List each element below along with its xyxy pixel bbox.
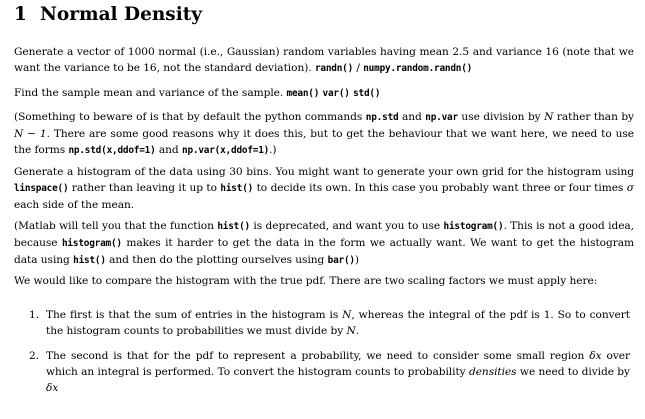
code-np-std: np.std xyxy=(365,112,399,123)
code-std: std() xyxy=(353,88,381,99)
paragraph-beware-ddof xyxy=(14,109,634,159)
math-n: N xyxy=(346,325,356,337)
code-linspace: linspace() xyxy=(14,183,69,194)
section-title: Normal Density xyxy=(40,4,203,25)
paragraph-matlab-note xyxy=(14,218,634,269)
paragraph-text: Generate a histogram of the data using 30 bins. You might want to generate your own grid for the histogram using xyxy=(14,166,634,178)
math-n-minus-1: N − 1 xyxy=(14,128,47,140)
list-item-body xyxy=(46,307,630,339)
paragraph-text: ) xyxy=(354,254,359,266)
list-item-body xyxy=(46,348,630,396)
paragraph-text: .) xyxy=(269,144,277,156)
paragraph-text: use division by xyxy=(461,111,541,123)
list-text: we need to divide by xyxy=(519,366,630,378)
section-heading xyxy=(14,4,202,26)
code-hist: hist() xyxy=(217,221,250,232)
section-number: 1 xyxy=(14,4,27,25)
code-mean: mean() xyxy=(286,88,320,99)
list-text: The first is that the sum of entries in the histogram is xyxy=(46,309,339,321)
list-item-number: 2. xyxy=(29,350,40,362)
paragraph-text: makes it harder to get the data in the form we actually want. We want to get the histogram data using xyxy=(14,237,634,266)
math-n: N xyxy=(342,309,352,321)
paragraph-text: and xyxy=(158,144,179,156)
list-item-number: 1. xyxy=(29,309,40,321)
code-bar: bar() xyxy=(327,255,355,266)
paragraph-text: Find the sample mean and variance of the sample. xyxy=(14,87,284,99)
code-histogram: histogram() xyxy=(443,221,504,232)
emphasis-densities: densities xyxy=(468,366,517,378)
list-text: The second is that for the pdf to represent a probability, we need to consider some small region xyxy=(46,350,585,362)
paragraph-text: each side of the mean. xyxy=(14,199,135,211)
code-hist: hist() xyxy=(73,255,106,266)
list-text: , whereas the integral of the pdf is 1. So to convert the histogram counts to probabilities we must divide by xyxy=(46,309,630,337)
paragraph-text: (Something to beware of is that by default the python commands xyxy=(14,111,363,123)
code-var: var() xyxy=(322,88,350,99)
code-hist: hist() xyxy=(220,183,254,194)
code-np-std-ddof: np.std(x,ddof=1) xyxy=(68,145,156,156)
list-text: over which an integral is performed. To convert the histogram counts to probability xyxy=(46,350,630,378)
paragraph-text: and xyxy=(401,111,422,123)
list-text: . xyxy=(355,325,360,337)
paragraph-histogram xyxy=(14,164,634,213)
paragraph-sample-mean xyxy=(14,85,634,102)
math-delta-x: δx xyxy=(46,382,59,394)
paragraph-compare-pdf xyxy=(14,273,634,289)
code-np-var: np.var xyxy=(425,112,458,123)
paragraph-text: to decide its own. In this case you probably want three or four times xyxy=(256,182,624,194)
paragraph-text: We would like to compare the histogram with the true pdf. There are two scaling factors we must apply here: xyxy=(14,275,598,287)
separator: / xyxy=(353,62,364,74)
code-np-var-ddof: np.var(x,ddof=1) xyxy=(182,145,270,156)
math-n: N xyxy=(544,111,554,123)
paragraph-text: . This is not a good idea, because xyxy=(14,220,635,249)
paragraph-text: . There are some good reasons why it does this, but to get the behaviour that we want here, we need to use the forms xyxy=(14,128,634,156)
paragraph-text: Generate a vector of 1000 normal (i.e., Gaussian) random variables having mean 2.5 and variance 16 (note that we want the variance to be 16, not the standard deviation). xyxy=(14,46,634,74)
paragraph-text: (Matlab will tell you that the function xyxy=(14,220,214,232)
paragraph-text: and then do the plotting ourselves using xyxy=(109,254,325,266)
paragraph-text: rather than leaving it up to xyxy=(71,182,217,194)
code-numpy-randn: numpy.random.randn() xyxy=(363,63,473,74)
math-delta-x: δx xyxy=(589,350,602,362)
paragraph-text: is deprecated, and want you to use xyxy=(253,220,441,232)
paragraph-text: rather than by xyxy=(556,111,634,123)
code-histogram: histogram() xyxy=(61,238,122,249)
code-randn: randn() xyxy=(314,63,354,74)
paragraph-generate-vector xyxy=(14,44,634,77)
math-sigma: σ xyxy=(626,182,634,194)
